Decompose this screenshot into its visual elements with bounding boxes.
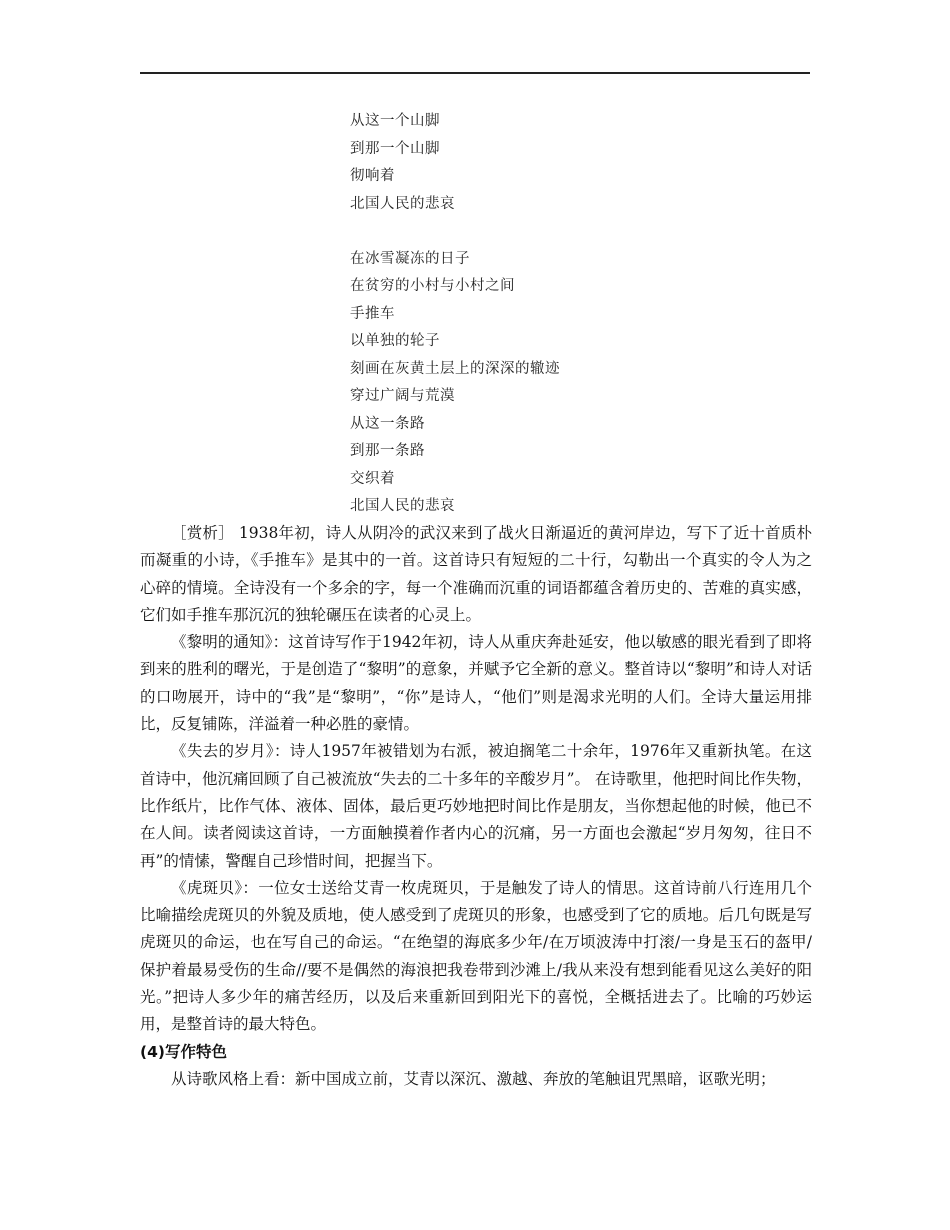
poem-line: 手推车 [350, 305, 395, 322]
poem-line: 穿过广阔与荒漠 [350, 388, 455, 404]
poem-line: 刻画在灰黄土层上的深深的辙迹 [350, 360, 560, 377]
analysis-section [140, 520, 812, 1093]
writing-style-paragraph: 从诗歌风格上看：新中国成立前，艾青以深沉、激越、奔放的笔触诅咒黑暗，讴歌光明； [171, 1069, 776, 1088]
poem-line: 在贫穷的小村与小村之间 [350, 278, 515, 294]
header-rule [140, 72, 810, 74]
poem-excerpt [350, 108, 750, 521]
analysis-paragraph-liming: 《黎明的通知》：这首诗写作于1942年初，诗人从重庆奔赴延安，他以敏感的眼光看到了即将到来的胜利的曙光，于是创造了“黎明”的意象，并赋予它全新的意义。整首诗以“黎明”和诗人对话的口吻展开，诗中的“我”是“黎明”，“你”是诗人，“他们”则是渴求光明的人们。全诗大量运用排比，反复铺陈，洋溢着一种必胜的豪情。 [140, 633, 812, 734]
poem-line: 北国人民的悲哀 [350, 195, 455, 212]
analysis-paragraph-suiyue: 《失去的岁月》：诗人1957年被错划为右派，被迫搁笔二十余年，1976年又重新执笔。在这首诗中，他沉痛回顾了自己被流放“失去的二十多年的辛酸岁月”。 在诗歌里，他把时间比作失物，比作纸片，比作气体、液体、固体，最后更巧妙地把时间比作是朋友，当你想起他的时候，他已不在人间。读者阅读这首诗，一方面触摸着作者内心的沉痛，另一方面也会激起“岁月匆匆，往日不再”的情愫，警醒自己珍惜时间，把握当下。 [140, 742, 812, 870]
poem-line: 在冰雪凝冻的日子 [350, 250, 470, 267]
poem-line: 到那一个山脚 [350, 140, 440, 157]
poem-line: 从这一个山脚 [350, 113, 440, 129]
section-heading: (4)写作特色 [140, 1042, 227, 1061]
poem-line: 彻响着 [350, 168, 395, 184]
poem-line: 交织着 [350, 470, 395, 487]
poem-line: 以单独的轮子 [350, 333, 440, 349]
stanza-break [350, 218, 750, 246]
poem-line: 从这一条路 [350, 415, 425, 432]
poem-line: 到那一条路 [350, 443, 425, 459]
poem-line: 北国人民的悲哀 [350, 498, 455, 514]
analysis-paragraph-shoutuiche: ［赏析］ 1938年初，诗人从阴冷的武汉来到了战火日渐逼近的黄河岸边，写下了近十首质朴而凝重的小诗，《手推车》是其中的一首。这首诗只有短短的二十行，勾勒出一个真实的令人为之心碎的情境。全诗没有一个多余的字，每一个准确而沉重的词语都蕴含着历史的、苦难的真实感，它们如手推车那沉沉的独轮碾压在读者的心灵上。 [140, 524, 812, 624]
analysis-paragraph-hubanbei: 《虎斑贝》：一位女士送给艾青一枚虎斑贝，于是触发了诗人的情思。这首诗前八行连用几个比喻描绘虎斑贝的外貌及质地，使人感受到了虎斑贝的形象，也感受到了它的质地。后几句既是写虎斑贝的命运，也在写自己的命运。“在绝望的海底多少年/在万顷波涛中打滚/一身是玉石的盔甲/保护着最易受伤的生命//要不是偶然的海浪把我卷带到沙滩上/我从来没有想到能看见这么美好的阳光。”把诗人多少年的痛苦经历，以及后来重新回到阳光下的喜悦，全概括进去了。比喻的巧妙运用，是整首诗的最大特色。 [140, 878, 812, 1034]
